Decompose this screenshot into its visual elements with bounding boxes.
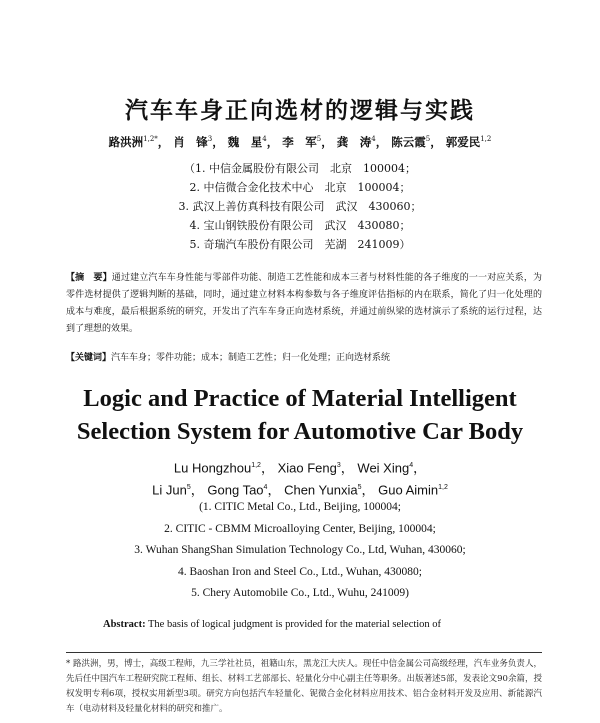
affiliation-line: 2. 中信微合金化技术中心 北京 100004； [189,181,411,194]
affiliation-line: 4. 宝山钢铁股份有限公司 武汉 430080； [189,219,411,232]
affiliation-line: 2. CITIC - CBMM Microalloying Center, Beijing, 100004; [164,522,436,535]
author-separator: ， [413,460,427,476]
chinese-title: 汽车车身正向选材的逻辑与实践 [125,97,475,124]
author-separator: ， [260,460,274,476]
author-affiliation-mark: 4 [371,135,376,144]
english-abstract [103,617,523,633]
affiliation-line: 3. 武汉上善仿真科技有限公司 武汉 430060； [178,200,422,213]
author-footnote: * 路洪洲，男，博士，高级工程师，九三学社社员，祖籍山东，黑龙江大庆人。现任中信金属公司高级经理，汽车业务负责人，先后任中国汽车工程研究院工程师、组长、材料工艺部部长、轻量化分中心副主任等职务。出版著述5部，发表论文90余篇，授权发明专利6项，授权实用新型3项。研究方向包括汽车轻量化、铌微合金化材料应用技术、铝合金材料开发及应用、新能源汽车（电动材料及轻量化材料的研究和推广。 [66,659,542,714]
author-name: Chen Yunxia [284,482,358,498]
affiliation-line: 5. 奇瑞汽车股份有限公司 芜湖 241009） [189,238,411,251]
author-affiliation-mark: 5 [357,484,362,492]
chinese-author-list: 路洪洲$^{1,2*}$， 肖 锋$^3$， 魏 星$^4$， 李 军$^5$， 龚 涛$^4$， 陈云霞$^5$， 郭爱民$^{1,2}$ [108,135,492,149]
author-name: 肖 锋 [173,135,208,149]
author-name: Xiao Feng [277,460,337,476]
author-separator: ， [267,482,281,498]
author-name: 魏 星 [227,135,263,149]
english-title-line: Selection System for Automotive Car Body [76,418,524,445]
affiliation-line: （1. 中信金属股份有限公司 北京 100004； [184,162,416,175]
author-name: 李 军 [282,135,317,149]
author-name: 陈云霞 [391,135,426,149]
author-affiliation-mark: 5 [316,135,322,144]
english-author-line [0,456,600,478]
author-name: Lu Hongzhou [173,460,252,476]
affiliation-line: 5. Chery Automobile Co., Ltd., Wuhu, 241009) [191,587,409,599]
abstract-text: 通过建立汽车车身性能与零部件功能、制造工艺性能和成本三者与材料性能的各子维度的一一对应关系，为零件选材提供了逻辑判断的基础，同时，通过建立材料本构参数与各子维度评估指标的内在联系，简化了归一化处理的成本与难度，最后根据系统的研究，开发出了汽车车身正向选材系统，并通过前纵梁的选材演示了系统的运行过程，达到了理想的效果。 [66,273,542,334]
author-name: Wei Xing [357,460,410,476]
chinese-affiliations [0,159,600,254]
author-separator: ， [190,482,204,498]
author-affiliation-mark: 1,2 [251,462,261,469]
author-affiliation-mark: 1,2 [480,135,492,144]
english-affiliations [0,497,600,605]
abstract-text: The basis of logical judgment is provided for the material selection of [148,619,442,630]
author-affiliation-mark: 4 [262,135,267,144]
author-name: Guo Aimin [378,482,439,498]
author-affiliation-mark: 5 [425,135,431,144]
chinese-keywords [66,350,542,366]
affiliation-line: 4. Baoshan Iron and Steel Co., Ltd., Wuhan, 430080; [178,565,422,578]
author-affiliation-mark: 1,2* [143,135,158,144]
english-author-list [0,456,600,501]
author-affiliation-mark: 4 [263,484,268,492]
affiliation-line: (1. CITIC Metal Co., Ltd., Beijing, 100004; [199,501,401,513]
english-title [0,382,600,448]
author-separator: ， [361,482,375,498]
abstract-label: Abstract: [103,619,146,630]
author-separator: ， [340,460,354,476]
keywords-text: 汽车车身；零件功能；成本；制造工艺性；归一化处理；正向选材系统 [111,353,391,363]
author-name: 龚 涛 [336,135,372,149]
author-affiliation-mark: 4 [409,462,414,469]
abstract-label: 【摘 要】 [66,273,112,283]
author-name: Li Jun [152,482,187,498]
footnote-divider [66,652,542,653]
author-affiliation-mark: 3 [207,135,213,144]
author-name: 郭爱民 [445,135,481,149]
author-affiliation-mark: 3 [336,462,341,469]
author-affiliation-mark: 1,2 [438,484,448,492]
chinese-abstract [66,270,542,338]
keywords-label: 【关键词】 [66,353,112,363]
author-name: Gong Tao [207,482,264,498]
author-name: 路洪洲 [108,135,144,149]
english-title-line: Logic and Practice of Material Intelligent [83,385,517,412]
author-affiliation-mark: 5 [186,484,191,492]
affiliation-line: 3. Wuhan ShangShan Simulation Technology Co., Ltd, Wuhan, 430060; [134,544,466,556]
